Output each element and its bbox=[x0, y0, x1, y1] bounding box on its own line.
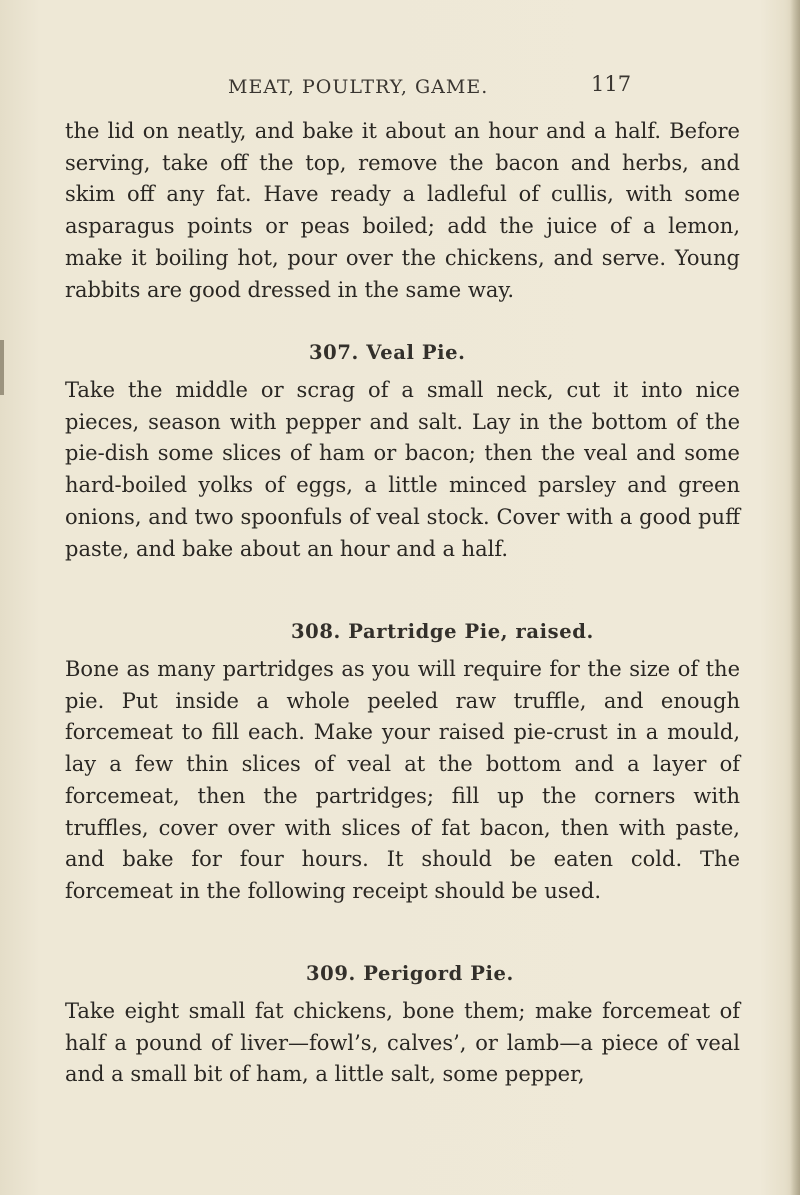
page-number: 117 bbox=[591, 72, 632, 96]
section-heading-307: 307. Veal Pie. bbox=[309, 341, 466, 364]
binding-mark bbox=[0, 340, 4, 395]
section-text-308: Bone as many partridges as you will require for the size of the pie. Put inside a whole peeled raw truffle, and enough forcemeat to fill each. Make your raised pie-crust in a mould, lay a few thin slices of veal at the bottom and a layer of forcemeat, then the partridges; fill up the corners with truffles, cover over with slices of fat bacon, then with paste, and bake for four hours. It should be eaten cold. The forcemeat in the following receipt should be used. bbox=[65, 657, 740, 903]
section-text-307: Take the middle or scrag of a small neck, cut it into nice pieces, season with pepper and salt. Lay in the bottom of the pie-dish some slices of ham or bacon; then the veal and some hard-boiled yolks of eggs, a little minced parsley and green onions, and two spoonfuls of veal stock. Cover with a good puff paste, and bake about an hour and a half. bbox=[65, 378, 740, 561]
page-edge-shadow bbox=[790, 0, 800, 1195]
section-heading-308: 308. Partridge Pie, raised. bbox=[291, 620, 594, 643]
running-head: MEAT, POULTRY, GAME. bbox=[228, 76, 489, 98]
section-heading-309: 309. Perigord Pie. bbox=[306, 962, 514, 985]
intro-paragraph: the lid on neatly, and bake it about an hour and a half. Before serving, take off the top, remove the bacon and herbs, and skim off any fat. Have ready a ladleful of cullis, with some asparagus points or peas boiled; add the juice of a lemon, make it boiling hot, pour over the chickens, and serve. Young rabbits are good dressed in the same way. bbox=[65, 119, 740, 302]
section-text-309: Take eight small fat chickens, bone them; make forcemeat of half a pound of liver—fowl’s, calves’, or lamb—a piece of veal and a small bit of ham, a little salt, some pepper, bbox=[65, 999, 740, 1087]
